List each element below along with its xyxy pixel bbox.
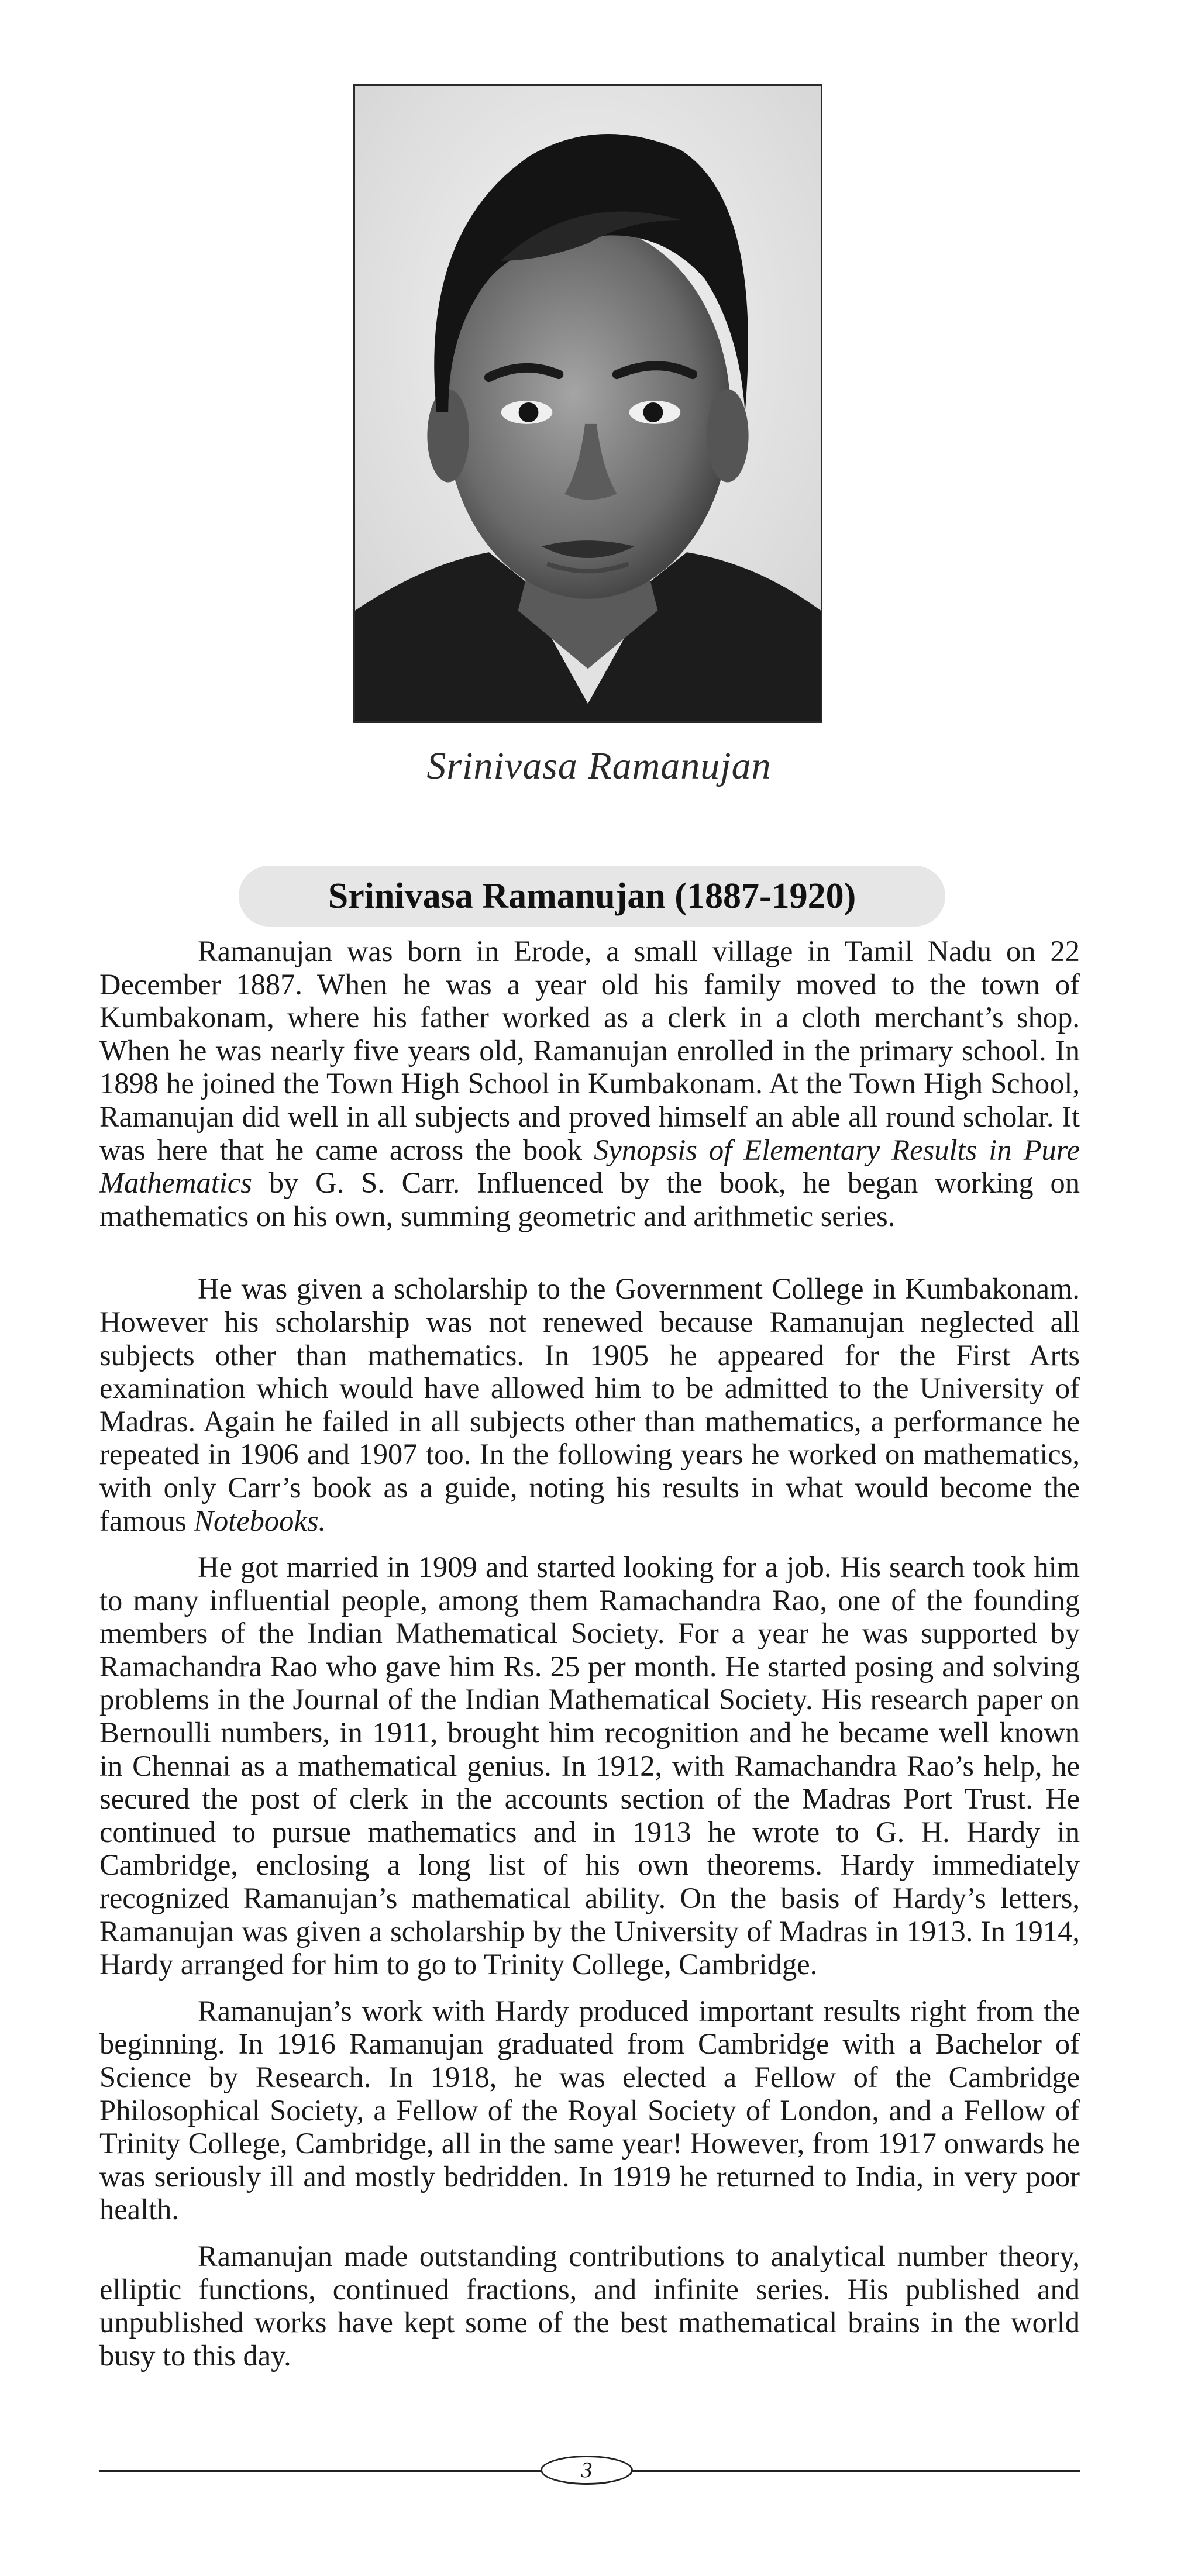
paragraph-2: He was given a scholarship to the Government College in Kumbakonam. However his scholarship was not renewed because Ramanujan neglected all subjects other than mathematics. In 1905 he appeared for the First Arts examination which would have allowed him to be admitted to the University of Madras. Again he failed in all subjects other than mathematics, a performance he repeated in 1906 and 1907 too. In the following years he worked on mathematics, with only Carr’s book as a guide, noting his results in what would become the famous Notebooks. [99,1272,1080,1537]
section-heading [239,866,945,927]
paragraph-1: Ramanujan was born in Erode, a small village in Tamil Nadu on 22 December 1887. When he was a year old his family moved to the town of Kumbakonam, where his father worked as a clerk in a cloth merchant’s shop. When he was nearly five years old, Ramanujan enrolled in the primary school. In 1898 he joined the Town High School in Kumbakonam. At the Town High School, Ramanujan did well in all subjects and proved himself an able all round scholar. It was here that he came across the book Synopsis of Elementary Results in Pure Mathematics by G. S. Carr. Influenced by the book, he began working on mathematics on his own, summing geometric and arithmetic series. [99,935,1080,1232]
book-title: Synopsis of Elementary Results in Pure Mathematics [99,1133,1080,1200]
article-body [99,935,1080,2385]
page-number [541,2456,633,2485]
notebooks-title: Notebooks. [194,1504,326,1537]
paragraph-5: Ramanujan made outstanding contributions to analytical number theory, elliptic functions, continued fractions, and infinite series. His published and unpublished works have kept some of the best mathematical brains in the world busy to this day. [99,2239,1080,2372]
paragraph-3: He got married in 1909 and started looking for a job. His search took him to many influential people, among them Ramachandra Rao, one of the founding members of the Indian Mathematical Society. For a year he was supported by Ramachandra Rao who gave him Rs. 25 per month. He started posing and solving problems in the Journal of the Indian Mathematical Society. His research paper on Bernoulli numbers, in 1911, brought him recognition and he became well known in Chennai as a mathematical genius. In 1912, with Ramachandra Rao’s help, he secured the post of clerk in the accounts section of the Madras Port Trust. He continued to pursue mathematics and in 1913 he wrote to G. H. Hardy in Cambridge, enclosing a long list of his own theorems. Hardy immediately recognized Ramanujan’s mathematical ability. On the basis of Hardy’s letters, Ramanujan was given a scholarship by the University of Madras in 1913. In 1914, Hardy arranged for him to go to Trinity College, Cambridge. [99,1551,1080,1981]
portrait-image [355,86,821,721]
heading-text: Srinivasa Ramanujan (1887-1920) [328,876,856,916]
portrait-photo [353,84,822,723]
page-number-text: 3 [581,2458,593,2482]
photo-caption: Srinivasa Ramanujan [426,745,772,787]
paragraph-4: Ramanujan’s work with Hardy produced important results right from the beginning. In 1916 Ramanujan graduated from Cambridge with a Bachelor of Science by Research. In 1918, he was elected a Fellow of the Cambridge Philosophical Society, a Fellow of the Royal Society of London, and a Fellow of Trinity College, Cambridge, all in the same year! However, from 1917 onwards he was seriously ill and mostly bedridden. In 1919 he returned to India, in very poor health. [99,1994,1080,2226]
